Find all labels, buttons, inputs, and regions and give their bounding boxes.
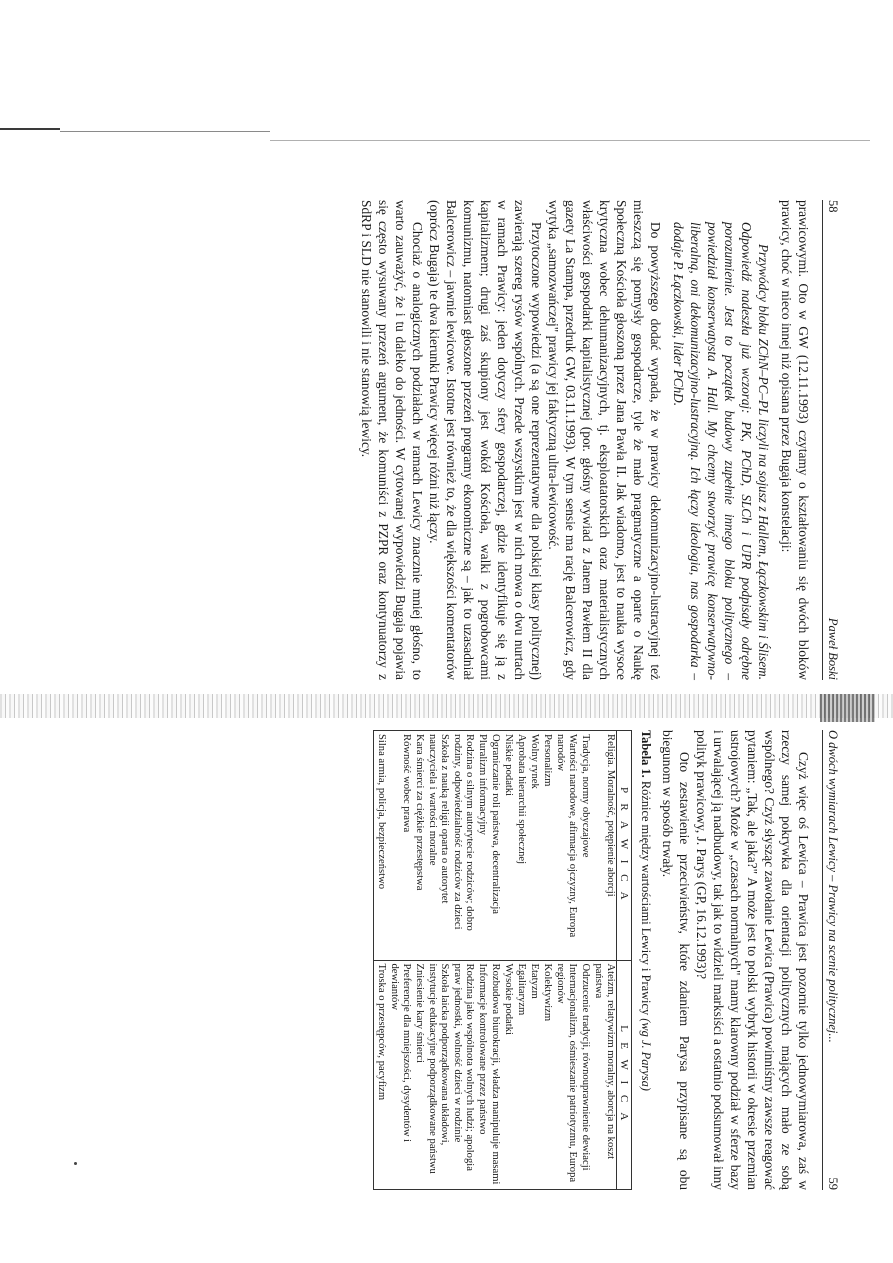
table-cell-right-value: Personalizm: [540, 731, 553, 961]
table-row: [488, 731, 501, 1190]
table-caption-label: Tabela 1.: [639, 730, 653, 778]
page-58: [60, 200, 840, 680]
book-gutter-shadow: [820, 694, 875, 722]
table-cell-left-value: Rodzina jako wspólnota wolnych ludzi; apologia praw jednostki, wolność dzieci w rodzinie: [450, 960, 475, 1190]
table-caption-source: (wg J. Parysa): [639, 1018, 653, 1091]
scan-edge-line: [0, 128, 60, 130]
running-head: [822, 730, 840, 1190]
table-cell-left-value: Troska o przestępców, pacyfizm: [374, 960, 388, 1190]
table-header-left: L E W I C A: [617, 960, 632, 1190]
table-cell-right-value: Wartości narodowe, afirmacja ojczyzny, Europa narodów: [553, 731, 578, 961]
paragraph: Do powyższego dodać wypada, że w prawicy dekomunizacyjno-lustracyjnej też mieszczą się pomysły gospodarcze, tyle że mało pragmatyczne a oparte o Naukę Społeczną Kościoła głoszoną przez Jana Pawła II. Jak wiadomo, jest to nauka wysoce krytyczna wobec dehumanizacyjnych, tj. eksploatatorskich oraz materialistycznych właściwości gospodarki kapitalistycznej (por. głośny wywiad z Janem Pawłem II dla gazety La Stampa, przedruk GW, 03.11.1993). W tym sensie ma rację Balcerowicz, gdy wytyka „samozwańczej" prawicy jej faktyczną ultra-lewicowość.: [546, 200, 663, 680]
running-title: O dwóch wymiarach Lewicy – Prawicy na scenie politycznej...: [826, 730, 840, 1043]
table-cell-left-value: Rozbudowa biurokracji, władza manipuluje masami: [488, 960, 501, 1190]
page-59: [55, 730, 840, 1190]
table-cell-right-value: Tradycja, normy obyczajowe: [578, 731, 591, 961]
table-cell-left-value: Odrzucenie tradycji, równouprawnienie dewiacji: [578, 960, 591, 1190]
table-cell-right-value: Silna armia, policja, bezpieczeństwo: [374, 731, 388, 961]
table-row: [514, 731, 527, 1190]
book-gutter: [0, 694, 893, 718]
table-row: [374, 731, 388, 1190]
paragraph: Chociaż o analogicznych podziałach w ramach Lewicy znacznie mniej głośno, to warto zauważyć, że i tu daleko do jedności. W cytowanej wypowiedzi Bugaja pojawia się często wysuwany przezeń argument, że komuniści z PZPR oraz kontynuatorzy z SdRP i SLD nie stanowili i nie stanowią lewicy.: [359, 200, 425, 680]
table-cell-left-value: Wysokie podatki: [501, 960, 514, 1190]
scan-edge-line: [60, 131, 270, 132]
table-cell-left-value: Informacje kontrolowane przez państwo: [475, 960, 488, 1190]
scan-edge-line: [270, 140, 870, 141]
table-cell-left-value: Szkoła laicka podporządkowana układowi, instytucje edukacyjne podporządkowane państwu: [425, 960, 450, 1190]
table-cell-right-value: Równość wobec prawa: [387, 731, 412, 961]
page-number: 58: [826, 200, 840, 213]
table-cell-right-value: Religia. Moralność, potępienie aborcji: [591, 731, 617, 961]
table-cell-right-value: Aprobata hierarchii społecznej: [514, 731, 527, 961]
paragraph: Czyż więc oś Lewica – Prawica jest pozornie tylko jednowymiarowa, zaś w rzeczy samej pokrywka dla orientacji politycznych mających mało ze sobą wspólnego? Czyż słysząc zawołanie Lewica (Prawica) powinniśmy zawsze reagować pytaniem: „Tak, ale jaka?" A może jest to polski wybryk historii w okresie przemian ustrojowych? Może w „czasach normalnych" mamy klarowny podział w sferze bazy i urwalającej ją nadbudowy, tak jak to widzieli marksiści a ostatnio podsumował inny polityk prawicowy, J. Parys (GP, 16.12.1993)?: [694, 730, 811, 1190]
table-row: [475, 731, 488, 1190]
table-cell-left-value: Internacjonalizm, ośmieszanie patriotyzmu, Europa regionów: [553, 960, 578, 1190]
table-row: [412, 731, 425, 1190]
page-number: 59: [826, 1177, 840, 1190]
quotation: Przywódcy bloku ZChN–PC–PL liczyli na sojusz z Hallem, Łączkowskim i Ślisem. Odpowiedź nadeszła już wczoraj: PK, PChD, SLCh i UPR podpisały odrębne porozumienie. Jest to początek budowy zupełnie innego bloku politycznego – powiedział konserwatysta A. Hall. My chcemy stworzyć prawicę konserwatywno-liberalną, oni dekomunizacyjno-lustracyjną. Ich łączy ideologia, nas gospodarka – dodaje P. Łączkowski, lider PChD.: [671, 222, 771, 680]
table-body: [374, 731, 617, 1190]
table-row: [591, 731, 617, 1190]
table-cell-right-value: Kara śmierci za ciężkie przestępstwa: [412, 731, 425, 961]
table-header-right: P R A W I C A: [617, 731, 632, 961]
table-cell-left-value: Etatyzm: [527, 960, 540, 1190]
table-row: [553, 731, 578, 1190]
table-cell-left-value: Egalitaryzm: [514, 960, 527, 1190]
table-cell-right-value: Ograniczanie roli państwa, decentralizacja: [488, 731, 501, 961]
paragraph: prawicowymi. Oto w GW (12.11.1993) czytamy o kształtowaniu się dwóch bloków prawicy, choć w nieco innej niż opisana przez Bugaja konstelacji:: [779, 200, 811, 680]
running-author: Paweł Boski: [826, 617, 840, 680]
table-cell-right-value: Niskie podatki: [501, 731, 514, 961]
table-cell-right-value: Wolny rynek: [527, 731, 540, 961]
table-row: [387, 731, 412, 1190]
paragraph: Przytoczone wypowiedzi (a są one reprezentatywne dla polskiej klasy politycznej) zawierają szereg rysów wspólnych. Przede wszystkim jest w nich mowa o dwu nurtach w ramach Prawicy: jeden dotyczy sfery gospodarczej, gdzie identyfikuje się ją z kapitalizmem; drugi zaś skupiony jest wokół Kościoła, walki z pogrobowcami komunizmu, natomiast głoszone przezeń programy ekonomiczne są – jak to uzasadniał Balcerowicz – jawnie lewicowe. Istotne jest również to, że dla większości komentatorów (oprócz Bugaja) te dwa kierunki Prawicy więcej różni niż łączy.: [427, 200, 544, 680]
table-cell-left-value: Ateizm, relatywizm moralny, aborcja na koszt państwa: [591, 960, 617, 1190]
table-row: [450, 731, 475, 1190]
table-row: [527, 731, 540, 1190]
values-table: [373, 730, 632, 1190]
paragraph: Oto zestawienie przeciwieństw, które zdaniem Parysa przypisane są obu biegunom w sposób trwały.: [660, 730, 692, 1190]
table-row: [578, 731, 591, 1190]
table-caption-text: Różnice między wartościami Lewicy i Prawicy: [639, 780, 653, 1016]
running-head: [822, 200, 840, 680]
table-cell-left-value: Preferencje dla mniejszości, dysydentów i dewiantów: [387, 960, 412, 1190]
table-cell-right-value: Pluralizm informacyjny: [475, 731, 488, 961]
table-caption: [638, 730, 653, 1190]
table-row: [501, 731, 514, 1190]
table-cell-left-value: Kolektywizm: [540, 960, 553, 1190]
table-cell-right-value: Rodzina o silnym autorytecie rodziców; dobro rodziny, odpowiedzialność rodziców za dzieci: [450, 731, 475, 961]
table-cell-left-value: Zniesienie kary śmierci: [412, 960, 425, 1190]
table-row: [425, 731, 450, 1190]
table-row: [540, 731, 553, 1190]
table-cell-right-value: Szkoła z nauką religii oparta o autorytet nauczyciela i wartości moralne: [425, 731, 450, 961]
